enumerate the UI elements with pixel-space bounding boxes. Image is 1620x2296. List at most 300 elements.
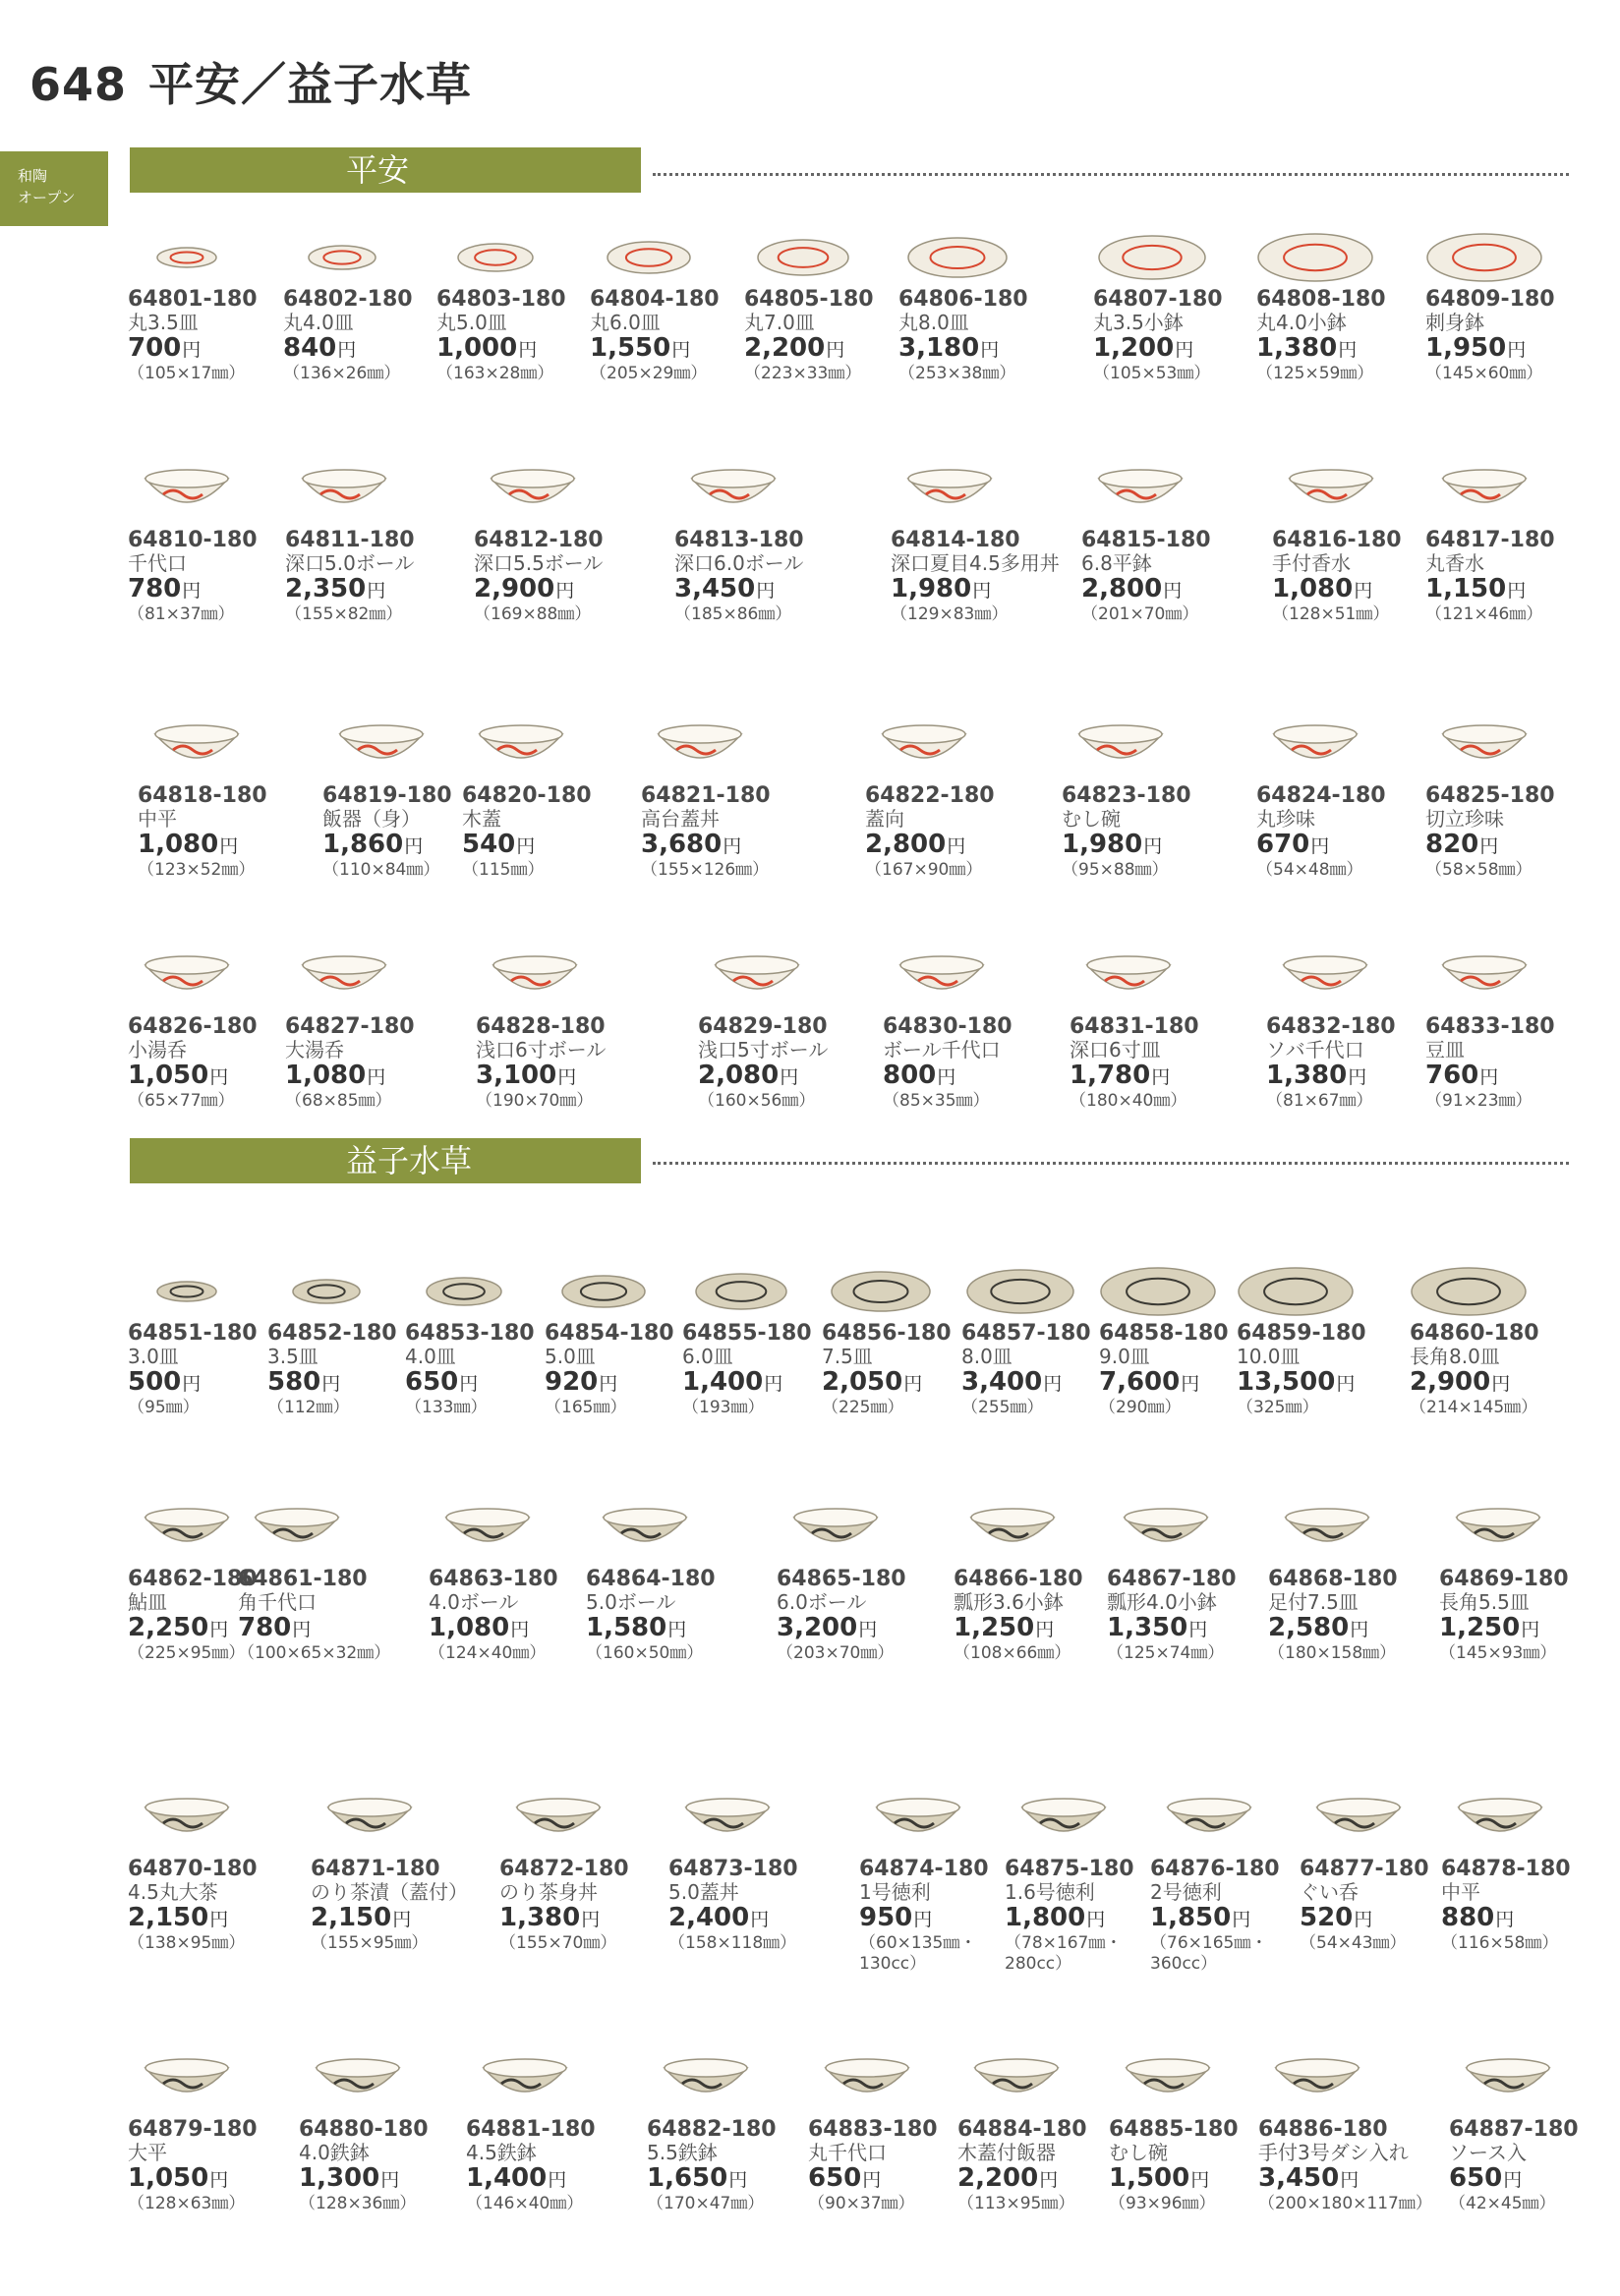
- section-divider: [653, 173, 1569, 176]
- product-item: [744, 189, 874, 384]
- price-value: 780: [238, 1613, 292, 1642]
- product-item: [961, 1223, 1091, 1418]
- product-size: （90×37㎜）: [808, 2194, 915, 2213]
- product-price: [128, 2164, 258, 2194]
- price-yen: 円: [459, 1373, 479, 1395]
- product-price: [1070, 1062, 1199, 1091]
- product-name: 中平: [1441, 1880, 1480, 1904]
- product-code: 64874-180: [859, 1857, 989, 1881]
- product-item: [128, 1758, 258, 1954]
- product-code: 64825-180: [1425, 783, 1555, 808]
- product-size: （146×40㎜）: [466, 2194, 584, 2213]
- product-code: 64824-180: [1256, 783, 1386, 808]
- product-image: [1258, 2019, 1432, 2117]
- price-yen: 円: [510, 1619, 530, 1640]
- heian-ware-illustration: [128, 916, 246, 1014]
- product-name: のり茶身丼: [499, 1880, 598, 1904]
- product-item: [436, 189, 566, 384]
- product-price: [668, 1904, 798, 1933]
- product-image: [1256, 189, 1386, 287]
- product-image: [1425, 189, 1555, 287]
- price-value: 800: [883, 1061, 937, 1090]
- price-value: 2,050: [822, 1367, 903, 1397]
- page-title: [29, 49, 472, 114]
- product-code: 64859-180: [1237, 1321, 1366, 1346]
- product-price: [1268, 1614, 1398, 1643]
- product-image: [961, 1223, 1091, 1321]
- price-value: 1,500: [1109, 2163, 1190, 2193]
- section-divider: [653, 1162, 1569, 1165]
- product-name: 6.8平鉢: [1081, 551, 1152, 575]
- product-item: [466, 2019, 596, 2214]
- product-image: [1266, 916, 1396, 1014]
- product-code: 64811-180: [285, 528, 415, 552]
- product-price: [647, 2164, 777, 2194]
- mashiko-ware-illustration: [128, 1223, 246, 1321]
- product-code: 64858-180: [1099, 1321, 1229, 1346]
- product-size: （100×65×32㎜）: [238, 1643, 391, 1663]
- product-name: 鮎皿: [128, 1590, 167, 1614]
- product-image: [668, 1758, 798, 1857]
- product-price: [744, 334, 874, 364]
- product-image: [311, 1758, 468, 1857]
- product-name: ソース入: [1449, 2141, 1527, 2164]
- price-yen: 円: [1086, 1909, 1106, 1930]
- product-image: [822, 1223, 952, 1321]
- product-item: [283, 189, 413, 384]
- product-image: [1268, 1468, 1398, 1567]
- heian-ware-illustration: [462, 685, 580, 783]
- product-name: 丸香水: [1425, 551, 1484, 575]
- product-image: [283, 189, 413, 287]
- price-value: 1,250: [954, 1613, 1035, 1642]
- price-value: 1,380: [1256, 333, 1338, 363]
- product-name: 3.0皿: [128, 1345, 179, 1368]
- product-name: 丸4.0小鉢: [1256, 311, 1347, 334]
- product-size: （110×84㎜）: [322, 860, 440, 880]
- price-yen: 円: [518, 339, 538, 361]
- product-name: 深口夏目4.5多用丼: [891, 551, 1060, 575]
- product-size: （128×36㎜）: [299, 2194, 417, 2213]
- heian-ware-illustration: [128, 430, 246, 528]
- product-price: [474, 575, 604, 604]
- product-item: [668, 1758, 798, 1954]
- product-image: [590, 189, 720, 287]
- price-value: 520: [1300, 1903, 1354, 1932]
- price-value: 1,550: [590, 333, 671, 363]
- price-yen: 円: [937, 1066, 956, 1088]
- product-item: [128, 1223, 258, 1418]
- product-price: [1099, 1368, 1229, 1398]
- product-item: [429, 1468, 558, 1664]
- price-yen: 円: [1232, 1909, 1251, 1930]
- price-value: 3,450: [674, 574, 756, 603]
- product-price: [322, 831, 452, 860]
- price-yen: 円: [516, 835, 536, 857]
- product-price: [1439, 1614, 1569, 1643]
- product-item: [883, 916, 1012, 1112]
- product-price: [1256, 831, 1386, 860]
- product-image: [859, 1758, 989, 1857]
- heian-ware-illustration: [744, 189, 862, 287]
- product-price: [954, 1614, 1083, 1643]
- price-yen: 円: [862, 2169, 882, 2191]
- mashiko-ware-illustration: [1268, 1468, 1386, 1567]
- mashiko-ware-illustration: [1005, 1758, 1123, 1857]
- heian-ware-illustration: [883, 916, 1001, 1014]
- product-name: 切立珍味: [1425, 807, 1504, 831]
- mashiko-ware-illustration: [429, 1468, 547, 1567]
- mashiko-ware-illustration: [1099, 1223, 1217, 1321]
- product-code: 64870-180: [128, 1857, 258, 1881]
- heian-ware-illustration: [1093, 189, 1211, 287]
- product-name: 4.5鉄鉢: [466, 2141, 537, 2164]
- product-item: [299, 2019, 429, 2214]
- product-image: [1005, 1758, 1134, 1857]
- price-yen: 円: [1350, 1619, 1369, 1640]
- product-price: [311, 1904, 468, 1933]
- heian-ware-illustration: [436, 189, 554, 287]
- price-yen: 円: [599, 1373, 618, 1395]
- mashiko-ware-illustration: [957, 2019, 1075, 2117]
- product-price: [1441, 1904, 1571, 1933]
- price-yen: 円: [1338, 339, 1358, 361]
- heian-ware-illustration: [1272, 430, 1390, 528]
- product-item: [641, 685, 771, 881]
- product-item: [1425, 430, 1555, 625]
- price-yen: 円: [1354, 580, 1373, 602]
- product-code: 64854-180: [545, 1321, 674, 1346]
- product-size: （225×95㎜）: [128, 1643, 246, 1663]
- product-size: （76×165㎜・: [1150, 1933, 1268, 1953]
- product-item: [311, 1758, 468, 1954]
- product-name: 4.5丸大茶: [128, 1880, 218, 1904]
- price-value: 1,080: [285, 1061, 367, 1090]
- product-name: 4.0鉄鉢: [299, 2141, 370, 2164]
- product-name: 5.0蓋丼: [668, 1880, 739, 1904]
- product-name: むし碗: [1062, 807, 1121, 831]
- mashiko-ware-illustration: [808, 2019, 926, 2117]
- price-yen: 円: [1039, 2169, 1059, 2191]
- product-price: [128, 575, 258, 604]
- price-yen: 円: [1035, 1619, 1055, 1640]
- product-item: [138, 685, 267, 881]
- price-yen: 円: [980, 339, 1000, 361]
- price-value: 500: [128, 1367, 182, 1397]
- product-size: （158×118㎜）: [668, 1933, 797, 1953]
- price-value: 3,200: [777, 1613, 858, 1642]
- product-name: 蓋向: [865, 807, 904, 831]
- price-value: 3,180: [898, 333, 980, 363]
- product-size: （65×77㎜）: [128, 1091, 235, 1111]
- price-value: 670: [1256, 830, 1310, 859]
- product-price: [1449, 2164, 1579, 2194]
- price-yen: 円: [548, 2169, 567, 2191]
- price-value: 2,150: [311, 1903, 392, 1932]
- product-size: （60×135㎜・: [859, 1933, 977, 1953]
- price-value: 1,950: [1425, 333, 1507, 363]
- product-code: 64851-180: [128, 1321, 258, 1346]
- mashiko-ware-illustration: [1237, 1223, 1355, 1321]
- mashiko-ware-illustration: [1107, 1468, 1225, 1567]
- page-heading: 平安／益子水草: [148, 58, 473, 111]
- product-name: 丸7.0皿: [744, 311, 815, 334]
- product-size: （155×70㎜）: [499, 1933, 617, 1953]
- category-tab-line2: オープン: [18, 189, 76, 206]
- product-image: [1449, 2019, 1579, 2117]
- product-code: 64871-180: [311, 1857, 440, 1881]
- price-yen: 円: [1491, 1373, 1511, 1395]
- product-size: （81×67㎜）: [1266, 1091, 1373, 1111]
- price-value: 1,150: [1425, 574, 1507, 603]
- product-name: 3.5皿: [267, 1345, 318, 1368]
- price-value: 580: [267, 1367, 321, 1397]
- mashiko-ware-illustration: [545, 1223, 663, 1321]
- product-name: 1号徳利: [859, 1880, 931, 1904]
- product-price: [777, 1614, 906, 1643]
- product-price: [462, 831, 592, 860]
- price-yen: 円: [1507, 339, 1527, 361]
- heian-ware-illustration: [891, 430, 1009, 528]
- price-value: 950: [859, 1903, 913, 1932]
- product-size: （138×95㎜）: [128, 1933, 246, 1953]
- product-name: 10.0皿: [1237, 1345, 1301, 1368]
- product-size-capacity: 360cc）: [1150, 1954, 1218, 1974]
- product-item: [1107, 1468, 1237, 1664]
- price-yen: 円: [756, 580, 776, 602]
- product-image: [476, 916, 606, 1014]
- product-image: [138, 685, 267, 783]
- product-code: 64865-180: [777, 1567, 906, 1591]
- price-value: 1,380: [499, 1903, 581, 1932]
- mashiko-ware-illustration: [647, 2019, 765, 2117]
- price-yen: 円: [667, 1619, 687, 1640]
- product-size: （193㎜）: [682, 1398, 765, 1417]
- price-value: 2,200: [744, 333, 826, 363]
- price-yen: 円: [1521, 1619, 1540, 1640]
- product-item: [590, 189, 720, 384]
- product-price: [1005, 1904, 1134, 1933]
- product-code: 64821-180: [641, 783, 771, 808]
- product-image: [641, 685, 771, 783]
- product-code: 64820-180: [462, 783, 592, 808]
- product-code: 64878-180: [1441, 1857, 1571, 1881]
- product-price: [405, 1368, 535, 1398]
- price-yen: 円: [750, 1909, 770, 1930]
- page-number: 648: [29, 58, 128, 111]
- product-size: （85×35㎜）: [883, 1091, 990, 1111]
- price-value: 1,200: [1093, 333, 1175, 363]
- product-image: [1070, 916, 1199, 1014]
- product-name: 5.5鉄鉢: [647, 2141, 718, 2164]
- product-price: [808, 2164, 938, 2194]
- product-price: [590, 334, 720, 364]
- price-value: 1,400: [682, 1367, 764, 1397]
- product-price: [1107, 1614, 1237, 1643]
- price-value: 880: [1441, 1903, 1495, 1932]
- price-yen: 円: [1479, 835, 1499, 857]
- price-yen: 円: [380, 2169, 400, 2191]
- product-name: 飯器（身）: [322, 807, 421, 831]
- product-price: [891, 575, 1060, 604]
- product-size: （155×82㎜）: [285, 604, 403, 624]
- heian-ware-illustration: [1425, 685, 1543, 783]
- product-image: [128, 430, 258, 528]
- price-yen: 円: [209, 1619, 229, 1640]
- product-size: （54×48㎜）: [1256, 860, 1363, 880]
- price-yen: 円: [1479, 1066, 1499, 1088]
- price-yen: 円: [826, 339, 845, 361]
- price-yen: 円: [1507, 580, 1527, 602]
- product-name: 深口6.0ボール: [674, 551, 804, 575]
- price-value: 1,080: [1272, 574, 1354, 603]
- product-price: [1093, 334, 1223, 364]
- category-tab: [0, 151, 108, 226]
- heian-ware-illustration: [283, 189, 401, 287]
- price-value: 3,400: [961, 1367, 1043, 1397]
- product-item: [1425, 916, 1555, 1112]
- price-yen: 円: [764, 1373, 783, 1395]
- product-name: 浅口6寸ボール: [476, 1038, 607, 1062]
- product-code: 64861-180: [238, 1567, 368, 1591]
- product-size: （200×180×117㎜）: [1258, 2194, 1432, 2213]
- product-price: [1258, 2164, 1432, 2194]
- product-item: [808, 2019, 938, 2214]
- price-value: 1,850: [1150, 1903, 1232, 1932]
- product-code: 64818-180: [138, 783, 267, 808]
- product-size: （124×40㎜）: [429, 1643, 547, 1663]
- product-image: [1093, 189, 1223, 287]
- product-size: （185×86㎜）: [674, 604, 792, 624]
- price-yen: 円: [182, 580, 202, 602]
- product-code: 64830-180: [883, 1014, 1012, 1039]
- product-price: [865, 831, 995, 860]
- price-yen: 円: [182, 1373, 202, 1395]
- price-yen: 円: [404, 835, 424, 857]
- product-code: 64866-180: [954, 1567, 1083, 1591]
- heian-ware-illustration: [674, 430, 792, 528]
- price-yen: 円: [1151, 1066, 1171, 1088]
- product-name: 深口6寸皿: [1070, 1038, 1161, 1062]
- product-size: （214×145㎜）: [1410, 1398, 1538, 1417]
- product-name: むし碗: [1109, 2141, 1168, 2164]
- product-image: [128, 1223, 258, 1321]
- product-item: [954, 1468, 1083, 1664]
- product-code: 64808-180: [1256, 287, 1386, 312]
- product-size: （145×60㎜）: [1425, 364, 1543, 383]
- price-yen: 円: [723, 835, 742, 857]
- product-code: 64817-180: [1425, 528, 1555, 552]
- price-yen: 円: [947, 835, 966, 857]
- product-image: [898, 189, 1028, 287]
- product-image: [1109, 2019, 1239, 2117]
- product-name: 瓢形3.6小鉢: [954, 1590, 1064, 1614]
- product-item: [822, 1223, 952, 1418]
- product-item: [1425, 685, 1555, 881]
- product-item: [1237, 1223, 1366, 1418]
- price-value: 1,080: [429, 1613, 510, 1642]
- product-image: [1425, 685, 1555, 783]
- product-size: （163×28㎜）: [436, 364, 554, 383]
- product-name: 瓢形4.0小鉢: [1107, 1590, 1217, 1614]
- product-item: [1099, 1223, 1229, 1418]
- product-name: のり茶漬（蓋付）: [311, 1880, 468, 1904]
- product-size: （125×59㎜）: [1256, 364, 1374, 383]
- product-item: [586, 1468, 716, 1664]
- product-code: 64806-180: [898, 287, 1028, 312]
- product-image: [429, 1468, 558, 1567]
- product-image: [462, 685, 592, 783]
- heian-ware-illustration: [1256, 685, 1374, 783]
- mashiko-ware-illustration: [128, 2019, 246, 2117]
- product-size: （58×58㎜）: [1425, 860, 1533, 880]
- product-image: [128, 189, 258, 287]
- product-price: [1300, 1904, 1429, 1933]
- price-yen: 円: [555, 580, 575, 602]
- price-value: 3,450: [1258, 2163, 1340, 2193]
- product-price: [682, 1368, 812, 1398]
- mashiko-ware-illustration: [586, 1468, 704, 1567]
- heian-ware-illustration: [641, 685, 759, 783]
- product-price: [299, 2164, 429, 2194]
- product-image: [128, 916, 258, 1014]
- product-code: 64872-180: [499, 1857, 629, 1881]
- product-size: （325㎜）: [1237, 1398, 1319, 1417]
- product-name: 大平: [128, 2141, 167, 2164]
- mashiko-ware-illustration: [1441, 1758, 1559, 1857]
- product-name: 9.0皿: [1099, 1345, 1150, 1368]
- product-image: [128, 1468, 258, 1567]
- product-size: （115㎜）: [462, 860, 545, 880]
- mashiko-ware-illustration: [499, 1758, 617, 1857]
- price-value: 1,980: [891, 574, 972, 603]
- product-code: 64812-180: [474, 528, 604, 552]
- price-value: 1,860: [322, 830, 404, 859]
- price-yen: 円: [671, 339, 691, 361]
- product-code: 64810-180: [128, 528, 258, 552]
- product-code: 64827-180: [285, 1014, 415, 1039]
- product-code: 64832-180: [1266, 1014, 1396, 1039]
- product-price: [859, 1904, 989, 1933]
- product-image: [238, 1468, 390, 1567]
- price-value: 1,380: [1266, 1061, 1348, 1090]
- price-yen: 円: [1348, 1066, 1367, 1088]
- product-code: 64813-180: [674, 528, 804, 552]
- product-image: [405, 1223, 535, 1321]
- product-item: [1300, 1758, 1429, 1954]
- product-size: （167×90㎜）: [865, 860, 983, 880]
- product-item: [777, 1468, 906, 1664]
- product-size: （160×50㎜）: [586, 1643, 704, 1663]
- product-name: 深口5.5ボール: [474, 551, 604, 575]
- product-code: 64862-180: [128, 1567, 258, 1591]
- price-value: 1,250: [1439, 1613, 1521, 1642]
- price-value: 2,200: [957, 2163, 1039, 2193]
- price-value: 700: [128, 333, 182, 363]
- heian-ware-illustration: [285, 430, 403, 528]
- price-value: 7,600: [1099, 1367, 1181, 1397]
- product-price: [1109, 2164, 1239, 2194]
- heian-ware-illustration: [138, 685, 256, 783]
- price-value: 3,100: [476, 1061, 557, 1090]
- heian-ware-illustration: [1256, 189, 1374, 287]
- product-name: 4.0皿: [405, 1345, 456, 1368]
- product-code: 64883-180: [808, 2117, 938, 2142]
- product-image: [674, 430, 804, 528]
- product-name: 4.0ボール: [429, 1590, 519, 1614]
- product-name: 豆皿: [1425, 1038, 1465, 1062]
- product-item: [1093, 189, 1223, 384]
